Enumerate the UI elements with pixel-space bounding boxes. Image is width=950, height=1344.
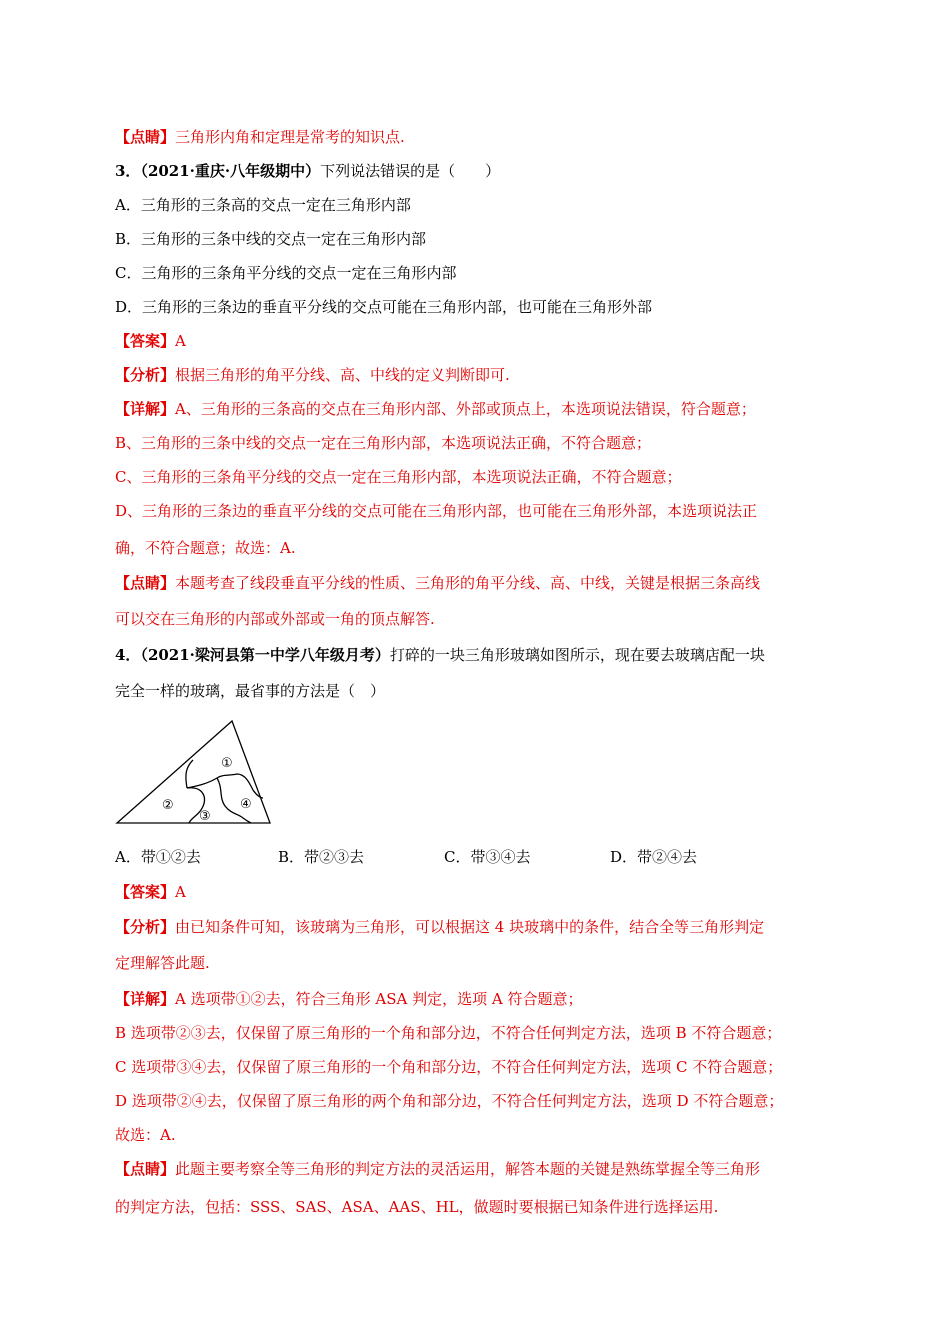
option-c: C．三角形的三条角平分线的交点一定在三角形内部 [115,264,457,282]
comment-prev [115,126,405,148]
comment-tag: 【点睛】 [115,574,176,592]
comment-3-cont: 可以交在三角形的内部或外部或一角的顶点解答. [115,610,435,628]
detail-3-d1: D、三角形的三条边的垂直平分线的交点可能在三角形内部，也可能在三角形外部，本选项说法正 [115,502,758,520]
analysis-text: 根据三角形的角平分线、高、中线的定义判断即可. [175,366,510,384]
q4-option-d: D．带②④去 [610,848,698,866]
detail-3-c: C、三角形的三条角平分线的交点一定在三角形内部，本选项说法正确，不符合题意； [115,468,682,486]
analysis-4-cont: 定理解答此题. [115,954,210,972]
crack-1 [186,760,193,788]
q4-option-c: C．带③④去 [444,848,531,866]
answer-text: A [175,332,186,350]
option-a: A．三角形的三条高的交点一定在三角形内部 [115,196,411,214]
detail-text: A 选项带①②去，符合三角形 ASA 判定，选项 A 符合题意； [175,990,583,1008]
q4-option-a: A．带①②去 [115,848,201,866]
detail-tag: 【详解】 [115,400,176,418]
question-source: （2021·梁河县第一中学八年级月考） [140,646,390,664]
analysis-4 [115,916,764,938]
detail-4-b: B 选项带②③去，仅保留了原三角形的一个角和部分边，不符合任何判定方法，选项 B 不符合题意； [115,1024,782,1042]
detail-3 [115,398,756,420]
detail-4-d: D 选项带②④去，仅保留了原三角形的两个角和部分边，不符合任何判定方法，选项 D 不符合题意； [115,1092,784,1110]
q4-option-b: B．带②③去 [278,848,365,866]
comment-tag: 【点睛】 [115,128,176,146]
question-4-stem [115,644,765,666]
piece-4-label: ④ [240,797,252,812]
answer-3 [115,330,186,352]
comment-text: 此题主要考察全等三角形的判定方法的灵活运用，解答本题的关键是熟练掌握全等三角形 [175,1160,761,1178]
option-b: B．三角形的三条中线的交点一定在三角形内部 [115,230,427,248]
analysis-tag: 【分析】 [115,918,176,936]
option-d: D．三角形的三条边的垂直平分线的交点可能在三角形内部，也可能在三角形外部 [115,298,653,316]
detail-3-b: B、三角形的三条中线的交点一定在三角形内部，本选项说法正确，不符合题意； [115,434,652,452]
piece-1-label: ① [221,756,233,771]
detail-text: A、三角形的三条高的交点在三角形内部、外部或顶点上，本选项说法错误，符合题意； [175,400,756,418]
detail-3-d2: 确，不符合题意；故选：A. [115,539,296,557]
piece-3-label: ③ [199,809,211,824]
answer-tag: 【答案】 [115,332,176,350]
question-text: 下列说法错误的是（ ） [320,162,501,180]
piece-2-label: ② [162,798,174,813]
question-4-stem-cont: 完全一样的玻璃，最省事的方法是（ ） [115,682,386,700]
question-number: 3． [115,162,141,180]
answer-tag: 【答案】 [115,883,176,901]
question-source: （2021·重庆·八年级期中） [140,162,321,180]
comment-tag: 【点睛】 [115,1160,176,1178]
question-3-stem [115,160,500,182]
comment-4 [115,1158,760,1180]
comment-4-cont: 的判定方法，包括：SSS、SAS、ASA、AAS、HL，做题时要根据已知条件进行选择运用. [115,1198,719,1216]
analysis-3 [115,364,510,386]
comment-text: 三角形内角和定理是常考的知识点. [175,128,405,146]
detail-4-conclusion: 故选：A. [115,1126,176,1144]
detail-tag: 【详解】 [115,990,176,1008]
analysis-tag: 【分析】 [115,366,176,384]
detail-4 [115,988,582,1010]
broken-triangle-figure [115,718,275,828]
crack-3 [187,774,263,798]
answer-4 [115,881,186,903]
answer-text: A [175,883,186,901]
question-number: 4． [115,646,141,664]
comment-text: 本题考查了线段垂直平分线的性质、三角形的角平分线、高、中线，关键是根据三条高线 [175,574,761,592]
comment-3 [115,572,760,594]
analysis-text: 由已知条件可知，该玻璃为三角形，可以根据这 4 块玻璃中的条件，结合全等三角形判定 [175,918,765,936]
question-text: 打碎的一块三角形玻璃如图所示，现在要去玻璃店配一块 [389,646,765,664]
detail-4-c: C 选项带③④去，仅保留了原三角形的一个角和部分边，不符合任何判定方法，选项 C 不符合题意； [115,1058,783,1076]
